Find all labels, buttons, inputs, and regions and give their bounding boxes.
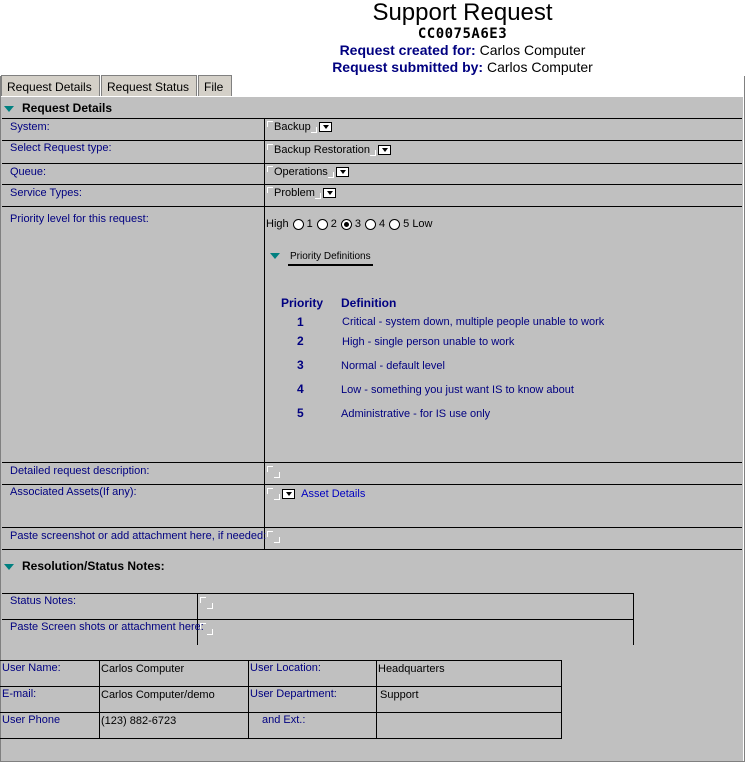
priority-radio-3[interactable] xyxy=(341,219,352,230)
system-dropdown[interactable] xyxy=(267,121,332,133)
phone-value: (123) 882-6723 xyxy=(101,715,177,727)
column-divider xyxy=(561,660,562,738)
priority-definition: Low - something you just want IS to know about xyxy=(341,384,574,396)
row-divider xyxy=(0,660,562,661)
row-divider xyxy=(2,484,742,485)
priority-low-label: Low xyxy=(412,218,433,230)
tab-bar xyxy=(0,75,745,97)
priority-definition: High - single person unable to work xyxy=(342,336,515,348)
priority-radio-5[interactable] xyxy=(389,219,400,230)
page-title: Support Request xyxy=(372,0,553,26)
assets-label: Associated Assets(If any): xyxy=(10,486,137,498)
dropdown-arrow-icon[interactable] xyxy=(282,489,295,499)
priority-option-label: 3 xyxy=(354,218,361,230)
priority-radio-1[interactable] xyxy=(293,219,304,230)
description-field[interactable] xyxy=(267,466,280,478)
priority-radio-group xyxy=(266,218,433,230)
row-divider xyxy=(2,462,742,463)
priority-definition: Critical - system down, multiple people unable to work xyxy=(342,316,605,328)
column-divider xyxy=(264,118,265,549)
user-location-label: User Location: xyxy=(250,662,321,674)
service-types-value: Problem xyxy=(274,187,315,199)
user-name-label: User Name: xyxy=(2,662,61,674)
request-type-label: Select Request type: xyxy=(10,142,112,154)
submitted-by-line xyxy=(0,59,745,75)
resolution-section[interactable] xyxy=(4,559,165,573)
priority-number: 2 xyxy=(297,334,304,348)
priority-option-label: 5 xyxy=(403,218,410,230)
priority-definition: Normal - default level xyxy=(341,360,445,372)
priority-option-label: 4 xyxy=(379,218,386,230)
row-divider xyxy=(2,206,742,207)
created-for-line xyxy=(0,42,745,58)
department-value: Support xyxy=(380,689,419,701)
dropdown-arrow-icon[interactable] xyxy=(323,188,336,198)
asset-details-link[interactable]: Asset Details xyxy=(301,488,366,500)
priority-high-label: High xyxy=(266,218,289,230)
tab-file[interactable]: File xyxy=(198,75,232,96)
tab-request-status[interactable]: Request Status xyxy=(101,75,197,96)
service-types-dropdown[interactable] xyxy=(267,187,336,199)
priority-number: 1 xyxy=(297,315,304,329)
request-header xyxy=(0,0,745,76)
priority-number: 3 xyxy=(297,358,304,372)
row-divider xyxy=(2,619,634,620)
row-divider xyxy=(2,549,742,550)
priority-label: Priority level for this request: xyxy=(10,213,149,225)
attachment-label: Paste screenshot or add attachment here, if needed: xyxy=(10,530,267,542)
attachment-field[interactable] xyxy=(267,531,280,543)
paste-label: Paste Screen shots or attachment here: xyxy=(10,621,204,633)
queue-label: Queue: xyxy=(10,166,47,178)
priority-definition: Administrative - for IS use only xyxy=(341,408,491,420)
status-notes-label: Status Notes: xyxy=(10,595,77,607)
queue-dropdown[interactable] xyxy=(267,166,349,178)
row-divider xyxy=(0,686,562,687)
request-type-dropdown[interactable] xyxy=(267,144,391,156)
department-label: User Department: xyxy=(250,688,337,700)
description-label: Detailed request description: xyxy=(10,465,150,477)
row-divider xyxy=(0,712,562,713)
priority-number: 4 xyxy=(297,382,304,396)
priority-number: 5 xyxy=(297,406,304,420)
ext-label: and Ext.: xyxy=(262,714,306,726)
request-details-section[interactable] xyxy=(4,101,112,115)
user-location-value: Headquarters xyxy=(378,663,445,675)
service-types-label: Service Types: xyxy=(10,187,82,199)
priority-radio-2[interactable] xyxy=(317,219,328,230)
priority-radio-4[interactable] xyxy=(365,219,376,230)
created-for-label: Request created for: xyxy=(339,42,476,58)
phone-label: User Phone xyxy=(2,714,61,726)
created-for-value: Carlos Computer xyxy=(479,42,586,58)
column-divider xyxy=(197,593,198,645)
email-value: Carlos Computer/demo xyxy=(101,689,215,701)
system-value: Backup xyxy=(274,121,311,133)
submitted-by-value: Carlos Computer xyxy=(486,59,593,75)
priority-definitions-toggle[interactable] xyxy=(270,250,373,266)
priority-column-header: Priority xyxy=(281,296,324,310)
resolution-title: Resolution/Status Notes: xyxy=(22,559,165,573)
row-divider xyxy=(2,527,742,528)
row-divider xyxy=(2,593,634,594)
content-panel xyxy=(1,97,743,761)
email-label: E-mail: xyxy=(2,688,37,700)
row-divider xyxy=(2,118,742,119)
user-name-value: Carlos Computer xyxy=(101,663,185,675)
request-details-title: Request Details xyxy=(22,101,113,115)
request-id: CC0075A6E3 xyxy=(417,26,508,42)
row-divider xyxy=(2,163,742,164)
column-divider xyxy=(633,593,634,645)
column-divider xyxy=(376,660,377,738)
queue-value: Operations xyxy=(274,166,328,178)
system-label: System: xyxy=(10,121,50,133)
collapse-triangle-icon[interactable] xyxy=(4,564,14,570)
priority-definitions-label: Priority Definitions xyxy=(288,251,373,266)
priority-option-label: 1 xyxy=(306,218,313,230)
request-type-value: Backup Restoration xyxy=(274,144,370,156)
assets-field[interactable] xyxy=(267,488,365,500)
priority-option-label: 2 xyxy=(330,218,337,230)
paste-field[interactable] xyxy=(200,623,213,635)
collapse-triangle-icon[interactable] xyxy=(4,106,14,112)
status-notes-field[interactable] xyxy=(200,597,213,609)
dropdown-arrow-icon[interactable] xyxy=(336,167,349,177)
expand-triangle-icon[interactable] xyxy=(270,253,280,259)
row-divider xyxy=(2,140,742,141)
row-divider xyxy=(0,738,562,739)
column-divider xyxy=(99,660,100,738)
dropdown-arrow-icon[interactable] xyxy=(378,145,391,155)
dropdown-arrow-icon[interactable] xyxy=(319,122,332,132)
tab-request-details[interactable]: Request Details xyxy=(1,75,100,96)
submitted-by-label: Request submitted by: xyxy=(332,59,484,75)
column-divider xyxy=(248,660,249,738)
row-divider xyxy=(2,184,742,185)
definition-column-header: Definition xyxy=(341,296,397,310)
